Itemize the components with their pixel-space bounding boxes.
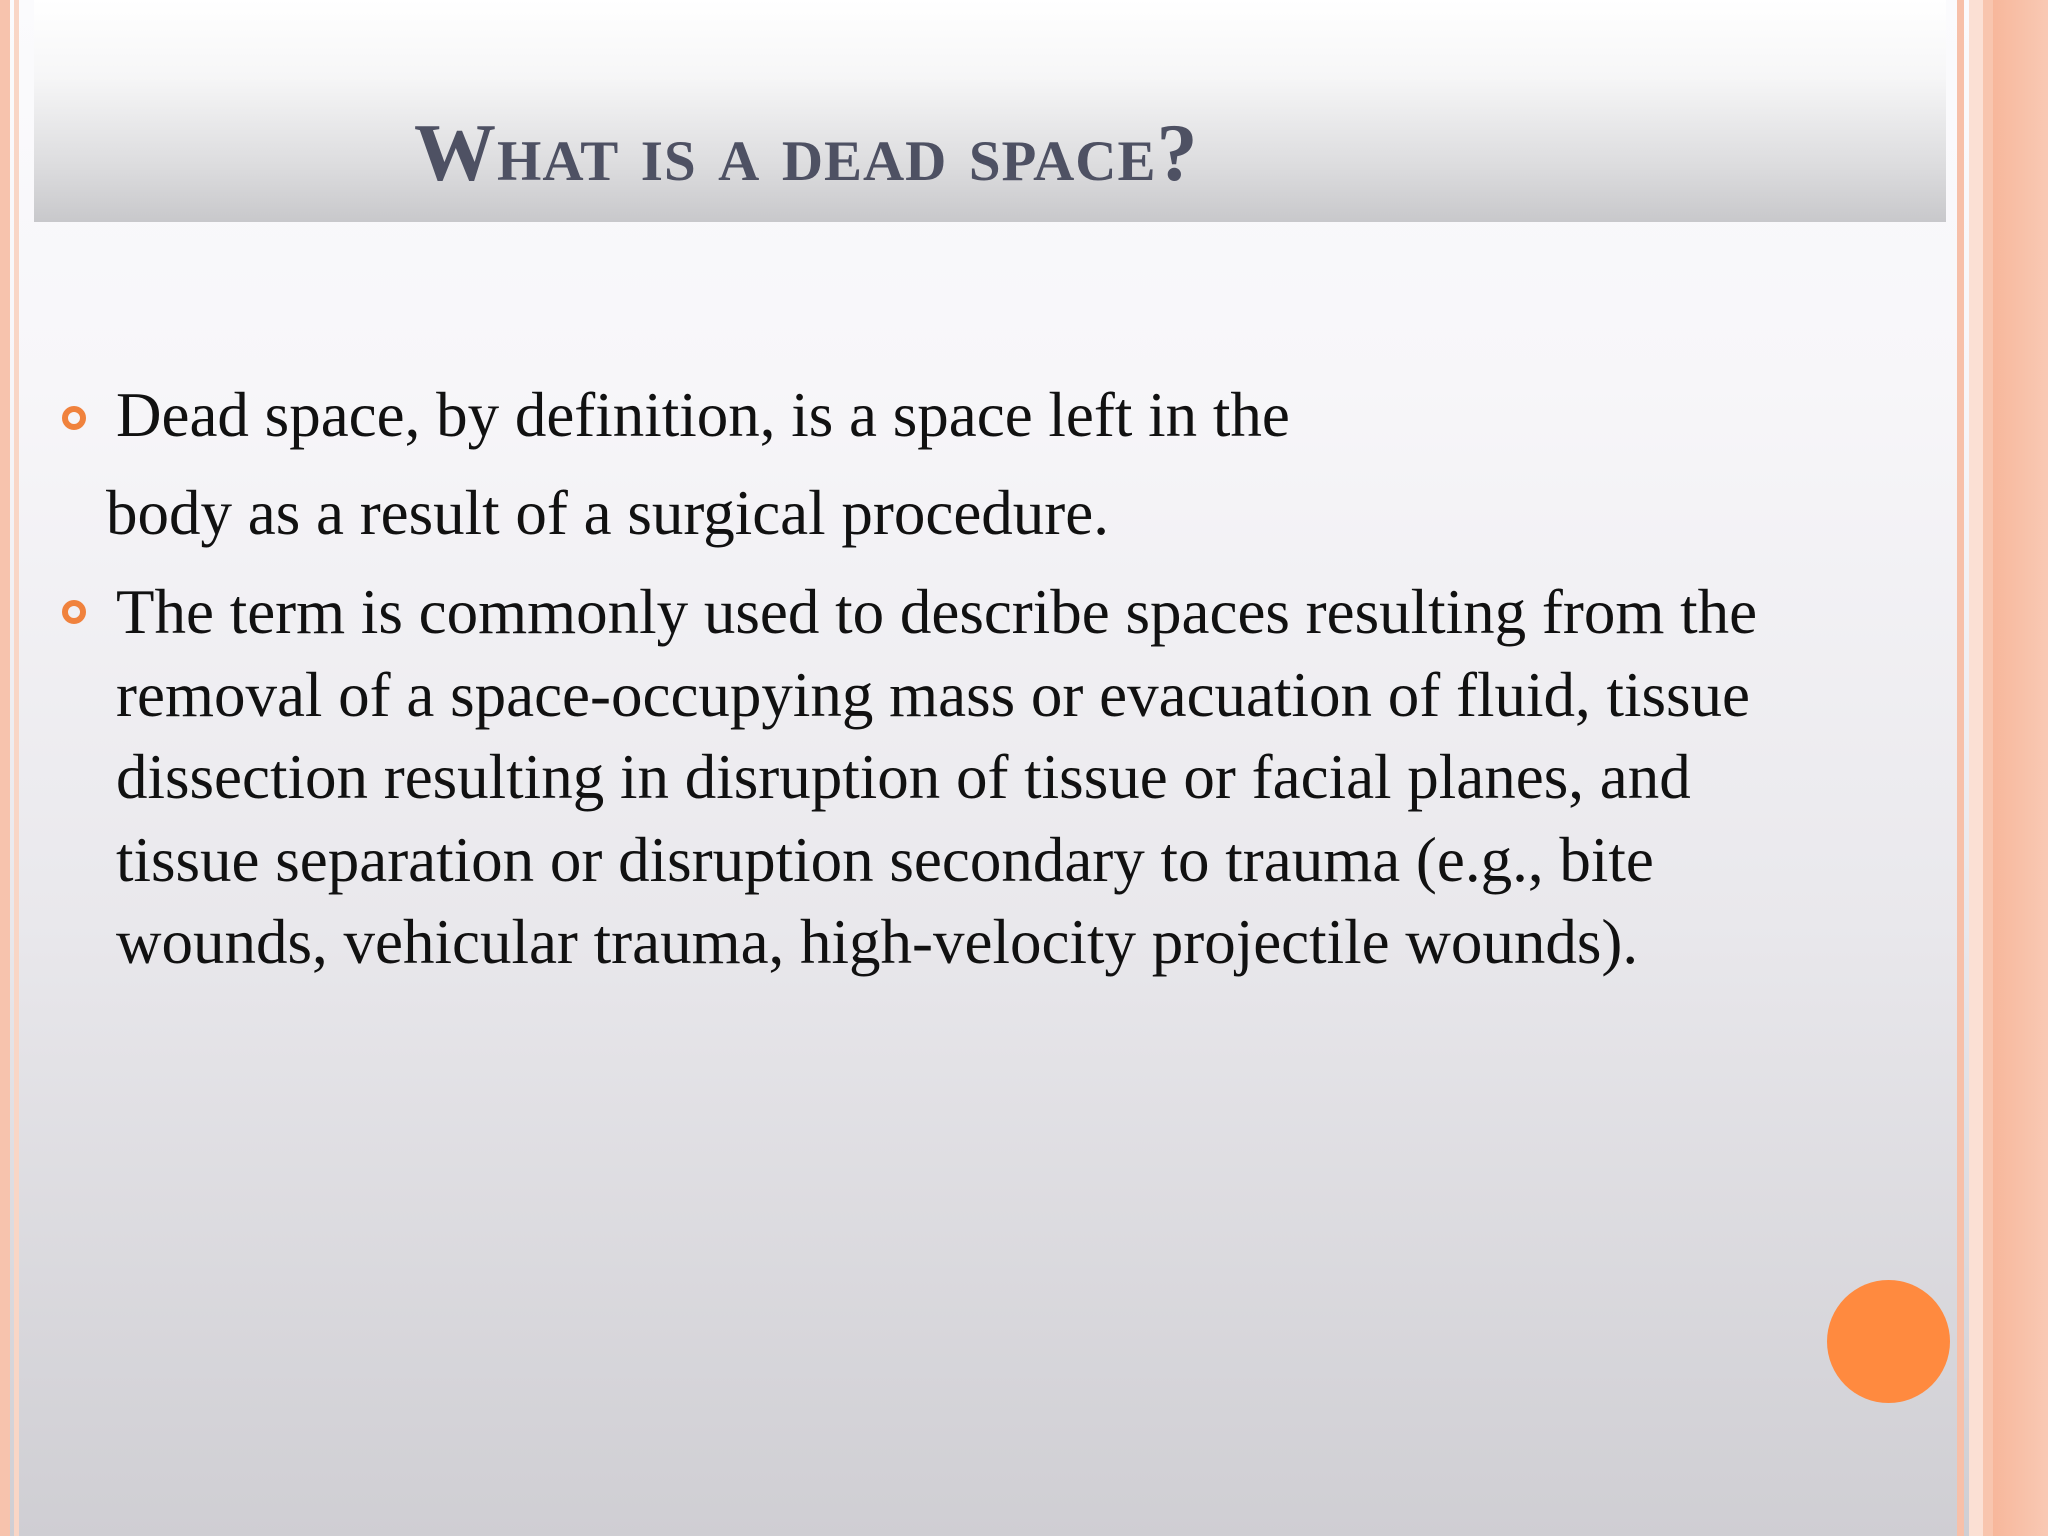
bullet-1-line-2: body as a result of a surgical procedure. (106, 478, 1109, 548)
bullet-2-line-5: wounds, vehicular trauma, high-velocity projectile wounds). (116, 907, 1639, 977)
bullet-2-line-2: removal of a space-occupying mass or evacuation of fluid, tissue (116, 659, 1750, 730)
left-border-stripe-thin (14, 0, 19, 1536)
bullet-2-text (116, 571, 1946, 984)
bullet-2-line-1: The term is commonly used to describe spaces resulting from the (116, 577, 1758, 647)
hollow-circle-bullet-icon (62, 406, 86, 430)
left-border-stripe (0, 0, 10, 1536)
right-border-stripe-wide (1993, 0, 2048, 1536)
slide-title: What is a dead space? (414, 107, 1199, 198)
right-border-stripe-thin (1957, 0, 1964, 1536)
hollow-circle-bullet-icon (62, 600, 86, 624)
right-border-stripe-mid (1983, 0, 1993, 1536)
orange-circle-decoration (1827, 1280, 1950, 1403)
bullet-1-line-1: Dead space, by definition, is a space left in the (116, 380, 1290, 450)
right-border-stripe-light (1969, 0, 1983, 1536)
bullet-2-line-4: tissue separation or disruption secondary to trauma (e.g., bite (116, 824, 1654, 895)
bullet-2-line-3: dissection resulting in disruption of tissue or facial planes, and (116, 742, 1691, 812)
